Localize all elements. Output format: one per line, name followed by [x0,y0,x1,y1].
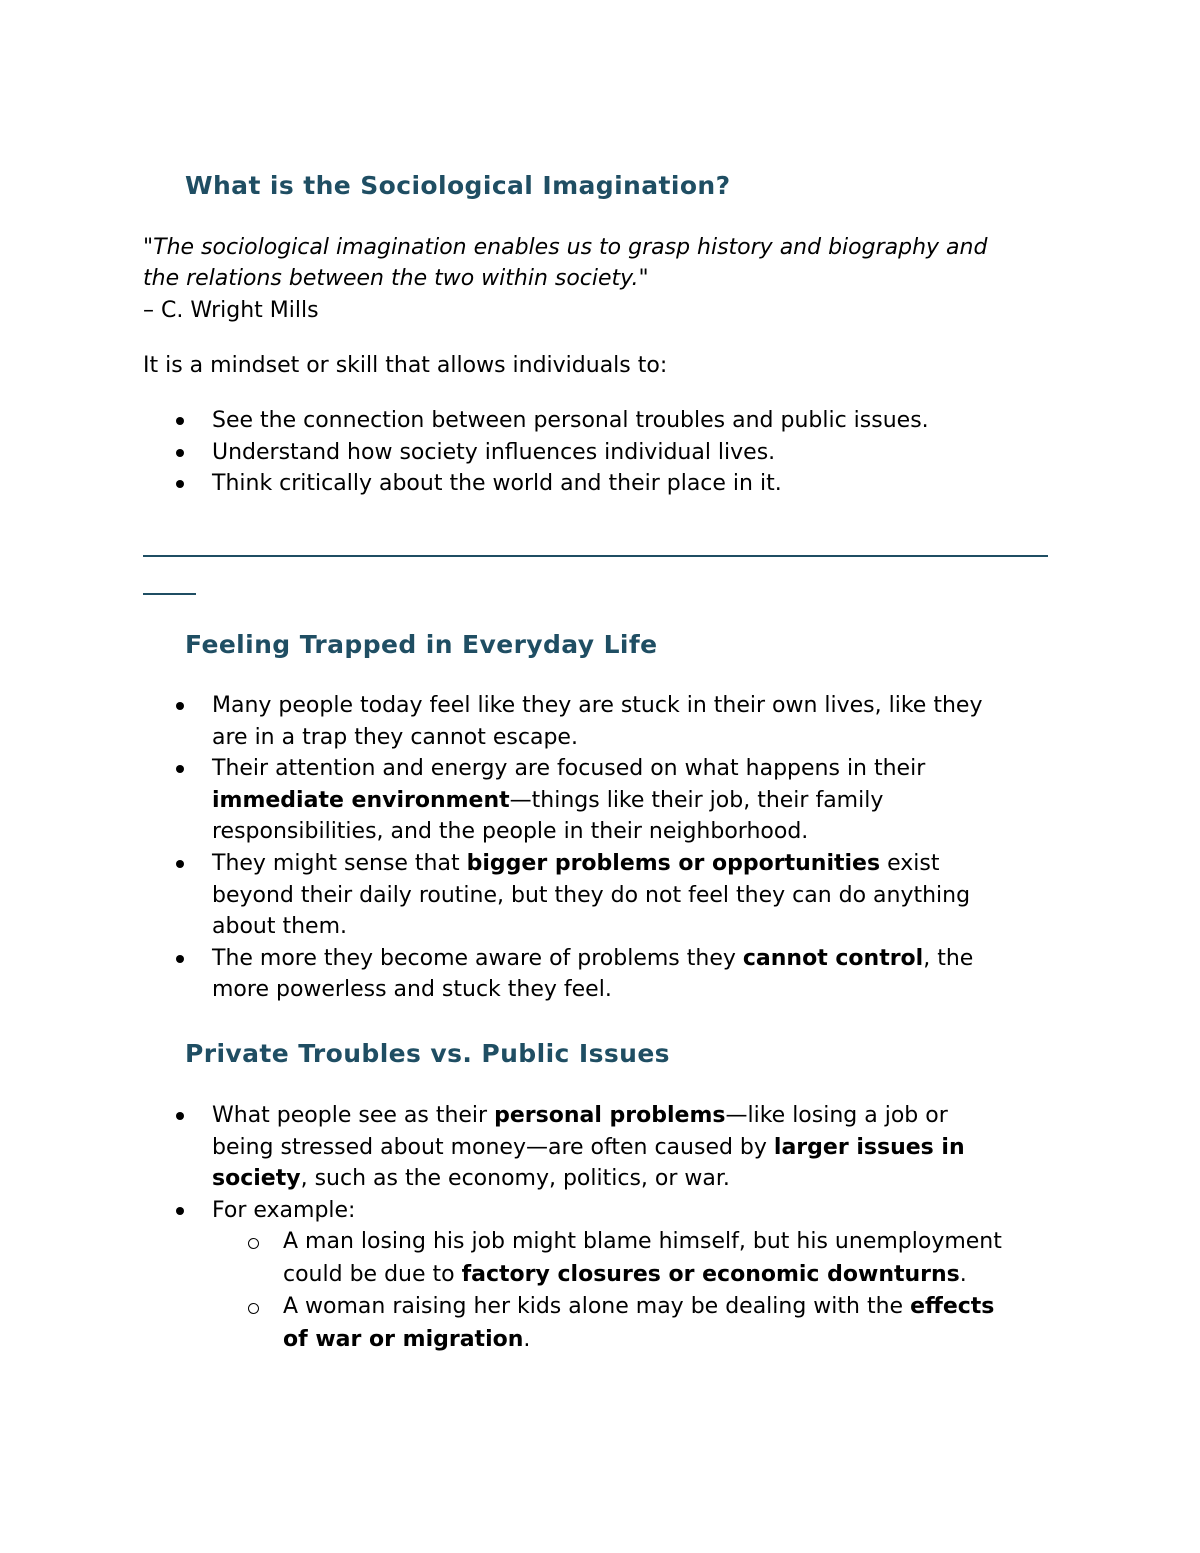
list-item: Many people today feel like they are stuck in their own lives, like they are in a trap they cannot escape. [0,690,1200,753]
bullet-icon [176,480,184,488]
heading-sociological-imagination: What is the Sociological Imagination? [185,171,731,200]
sub-list-item: A man losing his job might blame himself, but his unemployment could be due to factory closures or economic downturns. [0,1226,1200,1291]
circle-bullet-icon [248,1303,259,1314]
heading-private-vs-public: Private Troubles vs. Public Issues [185,1039,670,1068]
circle-bullet-icon [248,1238,259,1249]
mills-quote [143,232,1063,327]
list-item: See the connection between personal troubles and public issues. [0,405,1200,437]
bullet-icon [176,955,184,963]
heading-feeling-trapped: Feeling Trapped in Everyday Life [185,630,658,659]
intro-text: It is a mindset or skill that allows individuals to: [143,353,668,378]
list-item: For example: A man losing his job might blame himself, but his unemployment could be due to factory closures or economic downturns. A woman raising her kids alone may be dealing with the effects of war or migration. [0,1195,1200,1357]
bullet-icon [176,417,184,425]
list-item: Think critically about the world and their place in it. [0,468,1200,500]
abilities-list [0,405,1200,500]
trapped-list [0,690,1200,1006]
troubles-list [0,1100,1200,1356]
horizontal-rule-continuation [143,593,196,595]
bullet-icon [176,1112,184,1120]
sub-list-item: A woman raising her kids alone may be dealing with the effects of war or migration. [0,1291,1200,1356]
bullet-icon [176,860,184,868]
bullet-icon [176,702,184,710]
bullet-icon [176,765,184,773]
list-item: Their attention and energy are focused on what happens in their immediate environment—things like their job, their family responsibilities, and the people in their neighborhood. [0,753,1200,848]
horizontal-rule [143,555,1048,557]
examples-sublist [212,1226,1200,1356]
quote-line-2: the relations between the two within society." [143,266,649,291]
list-item: What people see as their personal problems—like losing a job or being stressed about money—are often caused by larger issues in society, such as the economy, politics, or war. [0,1100,1200,1195]
list-item: Understand how society influences individual lives. [0,437,1200,469]
quote-line-1: "The sociological imagination enables us to grasp history and biography and [143,235,988,260]
list-item: They might sense that bigger problems or opportunities exist beyond their daily routine, but they do not feel they can do anything about them. [0,848,1200,943]
bullet-icon [176,449,184,457]
bullet-icon [176,1207,184,1215]
quote-attribution: – C. Wright Mills [143,298,319,323]
list-item: The more they become aware of problems they cannot control, the more powerless and stuck they feel. [0,943,1200,1006]
